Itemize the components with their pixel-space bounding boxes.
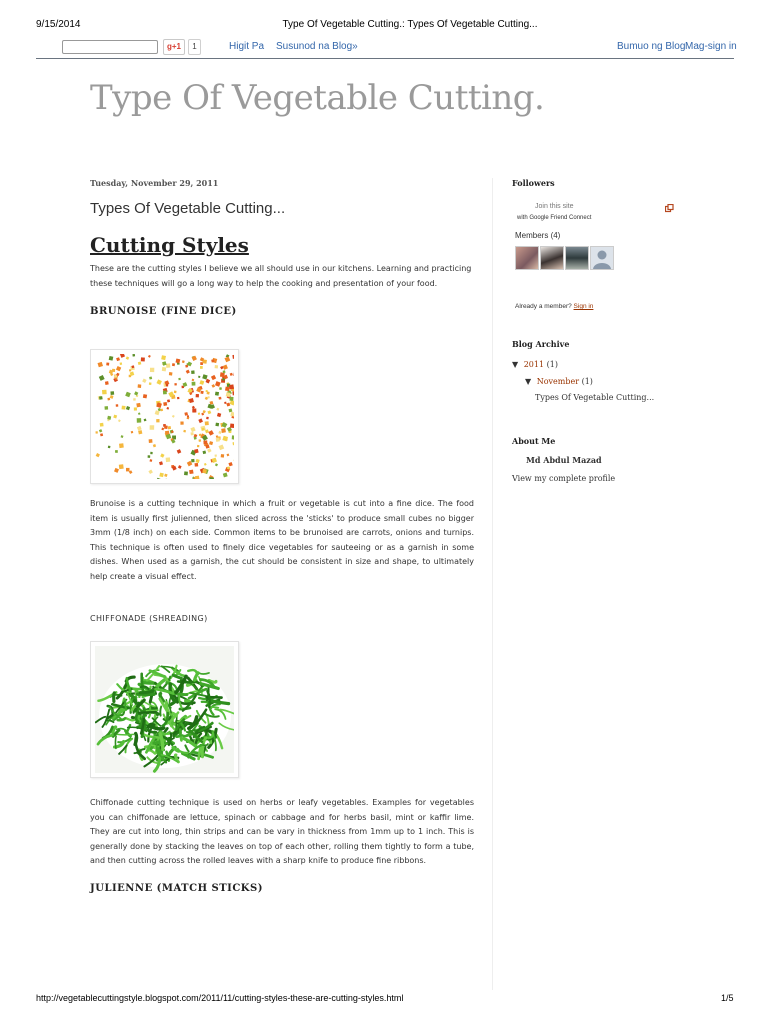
vegetable-dice-piece [196, 394, 199, 397]
print-url: http://vegetablecuttingstyle.blogspot.com/2011/11/cutting-styles-these-are-cutting-styles.html [36, 993, 404, 1003]
vegetable-dice-piece [178, 378, 181, 381]
vegetable-dice-piece [211, 359, 214, 362]
create-blog-link[interactable]: Bumuo ng Blog [617, 41, 686, 52]
gplus-count: 1 [188, 39, 201, 55]
herb-shred [115, 734, 134, 735]
vegetable-dice-piece [163, 390, 167, 394]
vegetable-dice-piece [156, 419, 159, 422]
herb-shred [210, 707, 219, 708]
vegetable-dice-piece [107, 398, 110, 401]
brunoise-heading: BRUNOISE (FINE DICE) [90, 306, 237, 317]
member-avatar-placeholder[interactable] [590, 246, 614, 270]
vegetable-dice-piece [225, 387, 230, 392]
vegetable-dice-piece [96, 431, 98, 433]
person-icon [591, 247, 613, 269]
chiffonade-heading: CHIFFONADE (SHREADING) [90, 614, 208, 623]
vegetable-dice-piece [138, 430, 142, 434]
vegetable-dice-piece [149, 376, 152, 379]
vegetable-dice-piece [192, 409, 196, 413]
member-avatar[interactable] [565, 246, 589, 270]
vegetable-dice-piece [143, 394, 147, 398]
triangle-down-icon[interactable]: ▼ [512, 360, 519, 369]
vegetable-dice-piece [116, 404, 119, 407]
vegetable-dice-piece [148, 455, 151, 458]
vegetable-dice-piece [199, 439, 202, 442]
vegetable-dice-piece [150, 452, 152, 454]
herb-shred [114, 693, 115, 702]
print-date: 9/15/2014 [36, 19, 81, 30]
vegetable-dice-piece [184, 471, 188, 475]
vegetable-dice-piece [149, 382, 152, 385]
vegetable-dice-piece [207, 391, 210, 394]
archive-heading: Blog Archive [512, 339, 570, 349]
vegetable-dice-piece [172, 363, 175, 366]
gplus-button[interactable]: g+1 [163, 39, 185, 55]
brunoise-paragraph: Brunoise is a cutting technique in which a fruit or vegetable is cut into a fine dice. The food item is usually first julienned, then sliced across the 'sticks' to produce small cubes no bigger 3mm (1/8 inch) on each side. Common items to be brunoised are carrots, onions and turnips. This technique is often used to finely dice vegetables for sauteeing or as a garnish in some dishes. When used as a garnish, the cut should be consistent in size and shape, to ultimately help create a visual effect. [90, 499, 474, 581]
gfc-logo-icon [665, 200, 674, 209]
member-avatar[interactable] [515, 246, 539, 270]
vegetable-dice-piece [136, 403, 141, 408]
herb-shred [139, 712, 156, 713]
archive-month-link[interactable]: November [536, 377, 580, 386]
vegetable-dice-piece [169, 372, 173, 376]
vegetable-dice-piece [200, 366, 203, 369]
vegetable-dice-piece [191, 370, 195, 374]
vegetable-dice-piece [215, 392, 219, 396]
print-page-title: Type Of Vegetable Cutting.: Types Of Vegetable Cutting... [282, 19, 538, 30]
vegetable-dice-piece [221, 428, 226, 433]
vegetable-dice-piece [162, 367, 166, 371]
view-profile-link[interactable]: View my complete profile [512, 474, 616, 483]
herb-shred [154, 742, 168, 743]
vegetable-dice-piece [219, 387, 222, 390]
vegetable-dice-piece [161, 355, 166, 360]
vegetable-dice-piece [133, 398, 136, 401]
triangle-down-icon[interactable]: ▼ [525, 377, 532, 386]
vegetable-dice-piece [202, 469, 207, 474]
vegetable-dice-piece [192, 382, 196, 386]
vegetable-dice-piece [106, 363, 109, 366]
vegetable-dice-piece [168, 426, 171, 429]
vegetable-dice-piece [141, 357, 145, 361]
navbar-divider [36, 58, 734, 59]
vegetable-dice-piece [164, 425, 168, 429]
vegetable-dice-piece [110, 391, 114, 395]
vegetable-dice-piece [149, 439, 153, 443]
chiffonade-image[interactable] [90, 641, 239, 778]
vegetable-dice-piece [232, 435, 234, 439]
archive-month-row [525, 377, 593, 386]
vegetable-dice-piece [99, 396, 103, 400]
vegetable-dice-piece [119, 464, 124, 469]
intro-paragraph: These are the cutting styles I believe we all should use in our kitchens. Learning and practicing these techniques will go a long way to help the cooking and presentation of your food. [90, 264, 472, 288]
vegetable-dice-piece [206, 417, 209, 420]
archive-post-link[interactable]: Types Of Vegetable Cutting... [535, 393, 655, 402]
vegetable-dice-piece [200, 362, 203, 365]
vegetable-dice-piece [191, 432, 194, 435]
vegetable-dice-piece [189, 470, 193, 474]
sidebar-sign-in-link[interactable]: Sign in [573, 303, 594, 310]
vegetable-dice-piece [198, 412, 200, 414]
vegetable-dice-piece [109, 356, 114, 361]
vegetable-dice-piece [115, 378, 117, 380]
vegetable-dice-piece [108, 446, 111, 449]
next-blog-link[interactable]: Higit Pa [229, 41, 265, 52]
vegetable-dice-piece [163, 402, 167, 406]
search-input[interactable] [62, 40, 158, 54]
post-date: Tuesday, November 29, 2011 [90, 178, 219, 188]
column-divider [492, 178, 493, 990]
vegetable-dice-piece [229, 384, 234, 389]
vegetable-dice-piece [205, 421, 209, 425]
vegetable-dice-piece [215, 454, 217, 456]
chiffonade-paragraph: Chiffonade cutting technique is used on herbs or leafy vegetables. Examples for vegetables you can chiffonade are lettuce, spinach or cabbage and for herbs basil, mint or kaffir lime. They are cut into long, thin strips and can be vary in thickness from 1mm up to 1 inch. This is generally done by stacking the leaves on top of each other, rolling them tightly to form a tube, and then cutting across the rolled leaves with a sharp knife to produce fine ribbons. [90, 798, 474, 865]
archive-year-count: (1) [546, 360, 558, 369]
vegetable-dice-piece [132, 354, 135, 357]
vegetable-dice-piece [150, 368, 154, 372]
follow-blog-link[interactable]: Susunod na Blog» [276, 41, 358, 52]
member-avatar[interactable] [540, 246, 564, 270]
vegetable-dice-piece [138, 384, 142, 388]
vegetable-dice-piece [122, 406, 126, 410]
vegetable-dice-piece [150, 425, 155, 430]
julienne-heading: JULIENNE (MATCH STICKS) [90, 883, 263, 894]
vegetable-dice-piece [107, 416, 111, 420]
vegetable-dice-piece [167, 399, 170, 402]
author-name-link[interactable]: Md Abdul Mazad [526, 455, 602, 465]
section-heading: Cutting Styles [90, 233, 249, 257]
herb-shred [160, 707, 161, 716]
vegetable-dice-piece [224, 402, 226, 404]
vegetable-dice-piece [221, 454, 225, 458]
vegetable-dice-piece [134, 407, 137, 410]
herb-shred [142, 674, 144, 692]
about-heading: About Me [512, 436, 556, 446]
archive-month-count: (1) [581, 377, 593, 386]
herb-shred [142, 682, 153, 683]
vegetable-dice-piece [159, 473, 164, 478]
post-title[interactable]: Types Of Vegetable Cutting... [90, 200, 286, 217]
vegetable-dice-piece [191, 459, 194, 462]
join-site-link[interactable]: Join this site [535, 203, 574, 210]
followers-heading: Followers [512, 178, 555, 188]
herb-shred [125, 700, 126, 710]
vegetable-dice-piece [220, 372, 225, 377]
print-page-number: 1/5 [721, 993, 734, 1003]
vegetable-dice-piece [126, 468, 130, 472]
vegetable-dice-piece [119, 443, 124, 448]
vegetable-dice-piece [166, 363, 171, 368]
vegetable-dice-piece [120, 362, 123, 365]
vegetable-dice-piece [137, 418, 142, 423]
vegetable-dice-piece [115, 450, 118, 453]
vegetable-dice-piece [105, 381, 109, 385]
vegetable-dice-piece [216, 438, 220, 442]
vegetable-dice-piece [185, 365, 188, 368]
archive-year-row [512, 360, 558, 369]
gfc-label: with Google Friend Connect [517, 215, 592, 221]
vegetable-dice-piece [166, 384, 168, 386]
diced-vegetables-illustration [95, 354, 234, 479]
brunoise-image[interactable] [90, 349, 239, 484]
vegetable-dice-piece [100, 423, 104, 427]
herb-shred [115, 736, 116, 748]
vegetable-dice-piece [199, 434, 201, 436]
vegetable-dice-piece [203, 440, 207, 444]
vegetable-dice-piece [174, 383, 176, 385]
vegetable-dice-piece [219, 397, 222, 400]
vegetable-dice-piece [177, 397, 179, 399]
already-member-label: Already a member? [515, 303, 572, 310]
sign-in-link[interactable]: Mag-sign in [685, 41, 737, 52]
vegetable-dice-piece [230, 397, 234, 401]
vegetable-dice-piece [197, 445, 199, 447]
archive-year-link[interactable]: 2011 [523, 360, 545, 369]
vegetable-dice-piece [180, 421, 183, 424]
vegetable-dice-piece [202, 428, 205, 431]
already-member-row [515, 303, 593, 310]
vegetable-dice-piece [215, 423, 219, 427]
members-count: Members (4) [515, 231, 561, 240]
shredded-greens-illustration [95, 646, 234, 773]
vegetable-dice-piece [215, 365, 219, 369]
vegetable-dice-piece [105, 406, 109, 410]
vegetable-dice-piece [166, 457, 171, 462]
vegetable-dice-piece [200, 391, 203, 394]
vegetable-dice-piece [230, 424, 234, 429]
vegetable-dice-piece [174, 391, 177, 394]
blog-title[interactable]: Type Of Vegetable Cutting. [90, 78, 545, 118]
vegetable-dice-piece [102, 390, 107, 395]
vegetable-dice-piece [195, 463, 199, 467]
